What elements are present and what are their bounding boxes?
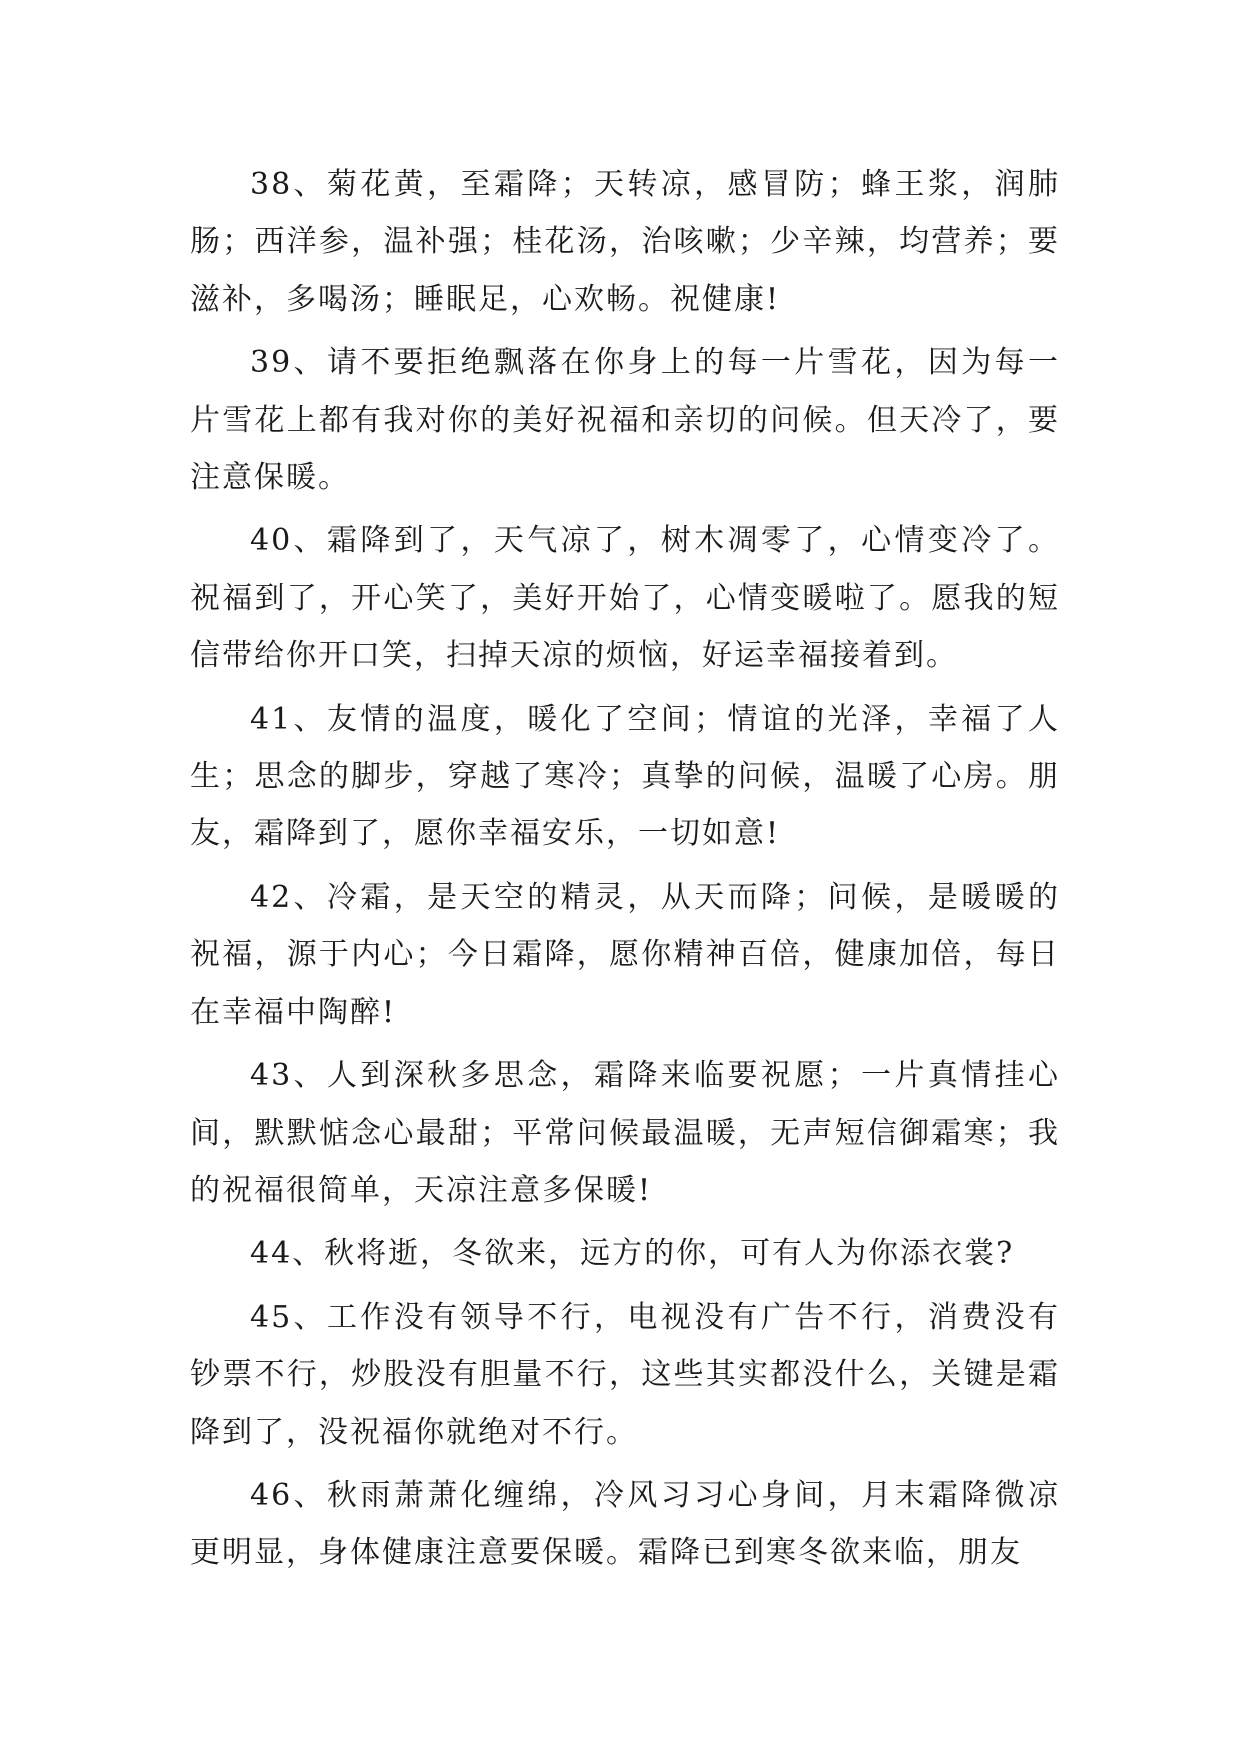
paragraph-44: 44、秋将逝，冬欲来，远方的你，可有人为你添衣裳? xyxy=(250,1236,1015,1272)
paragraph-41: 41、友情的温度，暖化了空间；情谊的光泽，幸福了人生；思念的脚步，穿越了寒冷；真挚的问候，温暖了心房。朋友，霜降到了，愿你幸福安乐，一切如意! xyxy=(190,701,1060,852)
paragraph-42: 42、冷霜，是天空的精灵，从天而降；问候，是暖暖的祝福，源于内心；今日霜降，愿你精神百倍，健康加倍，每日在幸福中陶醉! xyxy=(190,879,1060,1030)
paragraph-38: 38、菊花黄，至霜降；天转凉，感冒防；蜂王浆，润肺肠；西洋参，温补强；桂花汤，治咳嗽；少辛辣，均营养；要滋补，多喝汤；睡眠足，心欢畅。祝健康! xyxy=(190,167,1060,317)
paragraph-43: 43、人到深秋多思念，霜降来临要祝愿；一片真情挂心间，默默惦念心最甜；平常问候最温暖，无声短信御霜寒；我的祝福很简单，天凉注意多保暖! xyxy=(190,1058,1060,1208)
paragraph-39: 39、请不要拒绝飘落在你身上的每一片雪花，因为每一片雪花上都有我对你的美好祝福和亲切的问候。但天冷了，要注意保暖。 xyxy=(190,345,1060,496)
paragraph-45: 45、工作没有领导不行，电视没有广告不行，消费没有钞票不行，炒股没有胆量不行，这些其实都没什么，关键是霜降到了，没祝福你就绝对不行。 xyxy=(190,1299,1060,1450)
paragraph-40: 40、霜降到了，天气凉了，树木凋零了，心情变冷了。祝福到了，开心笑了，美好开始了，心情变暖啦了。愿我的短信带给你开口笑，扫掉天凉的烦恼，好运幸福接着到。 xyxy=(190,523,1060,674)
document-body xyxy=(190,156,1060,1582)
paragraph-46: 46、秋雨萧萧化缠绵，冷风习习心身间，月末霜降微凉更明显，身体健康注意要保暖。霜降已到寒冬欲来临，朋友 xyxy=(190,1477,1060,1571)
